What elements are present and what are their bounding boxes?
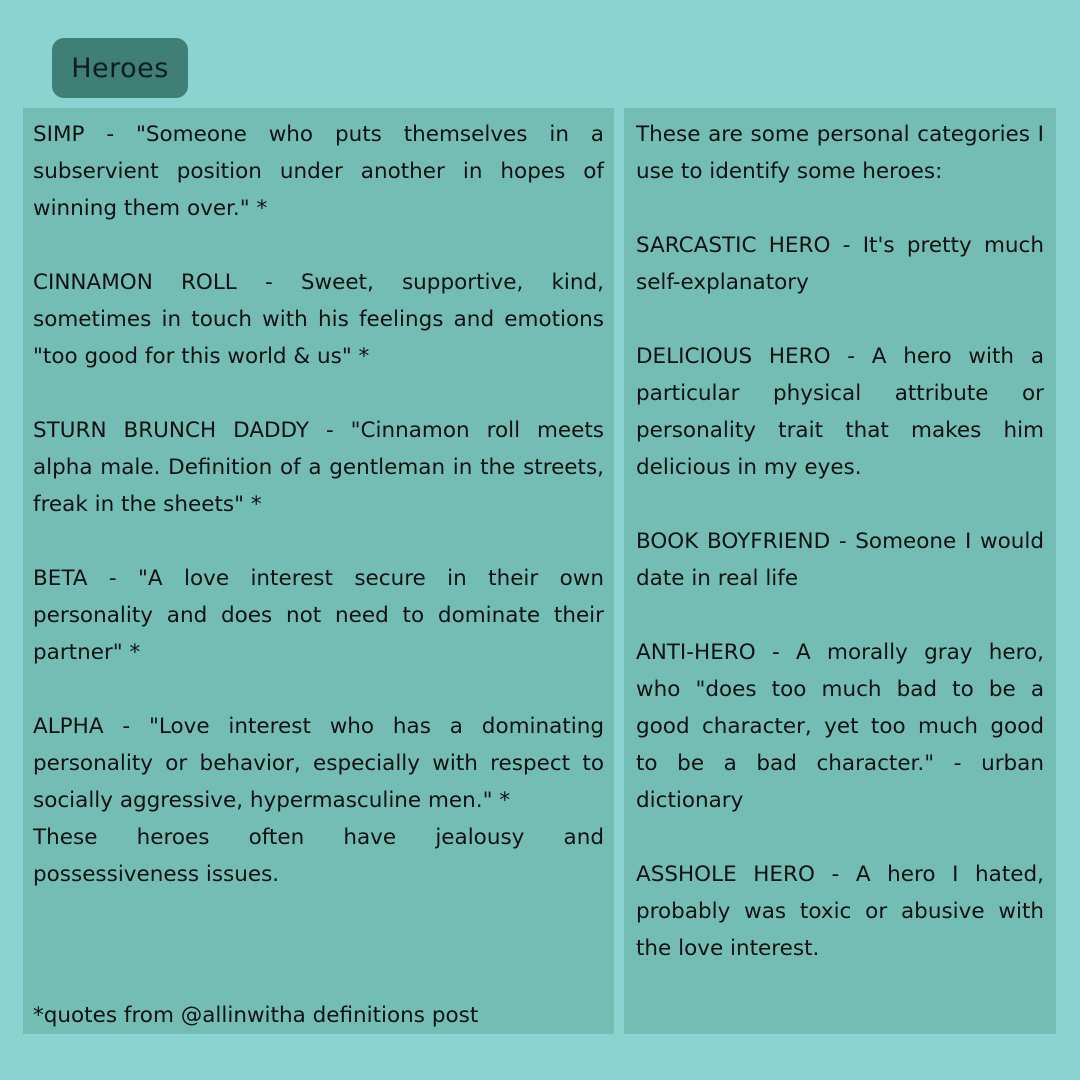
definition-asshole-hero: ASSHOLE HERO - A hero I hated, probably was toxic or abusive with the love interest. [636, 862, 1044, 961]
definition-alpha: ALPHA - "Love interest who has a dominating personality or behavior, especially with respect to socially aggressive, hypermasculine men." * [33, 714, 604, 813]
definition-sturn-brunch-daddy: STURN BRUNCH DADDY - "Cinnamon roll meets alpha male. Definition of a gentleman in the streets, freak in the sheets" * [33, 418, 604, 517]
definition-delicious-hero: DELICIOUS HERO - A hero with a particular physical attribute or personality trait that makes him delicious in my eyes. [636, 344, 1044, 480]
title-badge [52, 38, 188, 98]
right-panel [624, 108, 1056, 1034]
definition-anti-hero: ANTI-HERO - A morally gray hero, who "does too much bad to be a good character, yet too much good to be a bad character." - urban dictionary [636, 640, 1044, 813]
footnote: *quotes from @allinwitha definitions post [33, 1003, 479, 1028]
definition-cinnamon-roll: CINNAMON ROLL - Sweet, supportive, kind, sometimes in touch with his feelings and emotions "too good for this world & us" * [33, 270, 604, 369]
alpha-note: These heroes often have jealousy and possessiveness issues. [33, 825, 604, 887]
definition-sarcastic-hero: SARCASTIC HERO - It's pretty much self-explanatory [636, 233, 1044, 295]
intro-text: These are some personal categories I use to identify some heroes: [636, 122, 1044, 184]
left-panel [23, 108, 614, 1034]
page-title: Heroes [71, 52, 169, 84]
definition-simp: SIMP - "Someone who puts themselves in a subservient position under another in hopes of winning them over." * [33, 122, 604, 221]
definition-book-boyfriend: BOOK BOYFRIEND - Someone I would date in real life [636, 529, 1044, 591]
definition-beta: BETA - "A love interest secure in their own personality and does not need to dominate their partner" * [33, 566, 604, 665]
